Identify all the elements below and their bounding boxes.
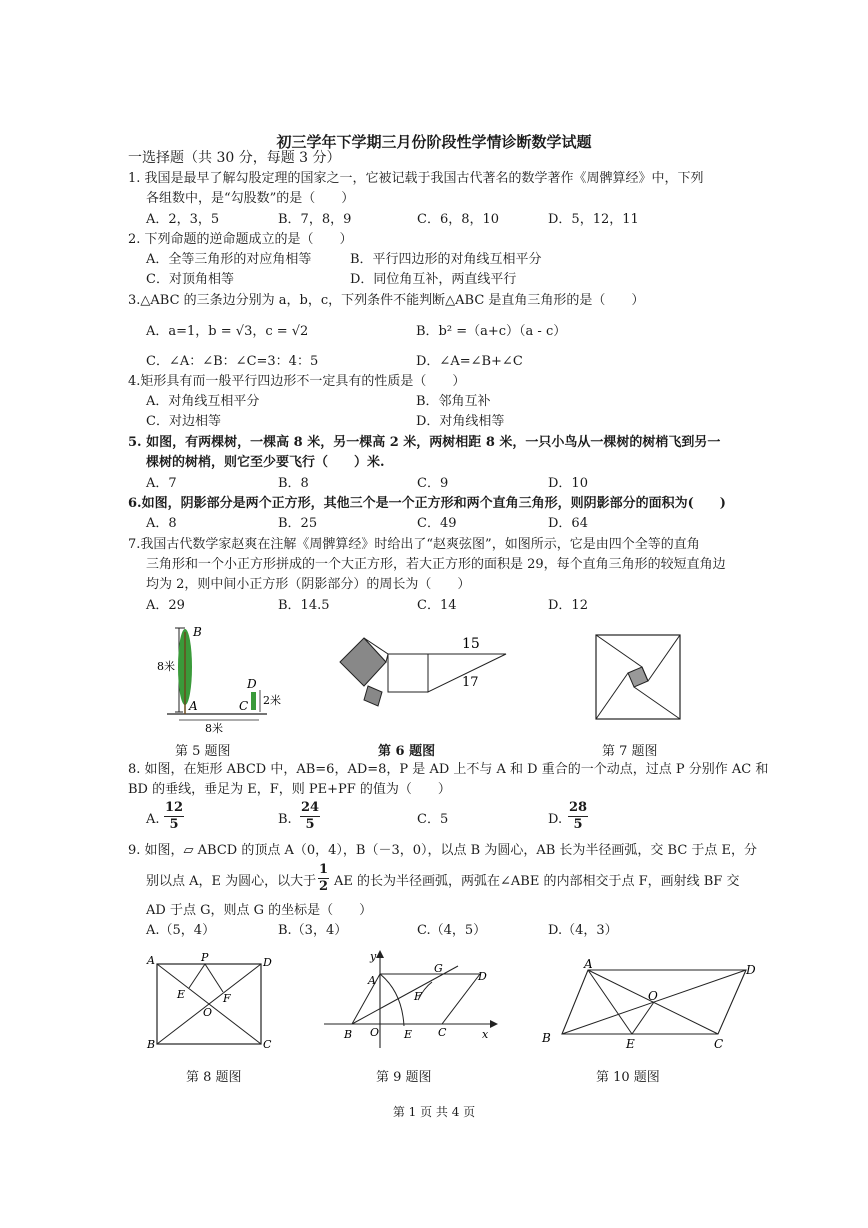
fig8-label-d: D (263, 956, 272, 969)
fig9-label-o: O (370, 1026, 380, 1039)
shaded-square-small (364, 686, 382, 706)
q4-stem: 4.矩形具有而一般平行四边形不一定具有的性质是（ ） (128, 374, 466, 389)
fig9-label-x: x (482, 1028, 489, 1041)
fig5-height-short: 2米 (263, 694, 281, 707)
q5-option-c: C．9 (417, 476, 449, 491)
q1-option-c: C．6，8，10 (417, 212, 500, 227)
fig10-label-a: A (584, 957, 593, 971)
figure-5-caption: 第 5 题图 (175, 744, 231, 759)
figure-9 (320, 948, 500, 1052)
fig10-label-o: O (648, 989, 658, 1003)
fig6-label-15: 15 (462, 636, 480, 652)
q2-stem: 2. 下列命题的逆命题成立的是（ ） (128, 232, 353, 247)
fig9-label-f: F (414, 990, 422, 1003)
fig8-label-c: C (263, 1038, 272, 1051)
figure-7-caption: 第 7 题图 (602, 744, 658, 759)
q1-stem-line1: 1. 我国是最早了解勾股定理的国家之一，它被记载于我国古代著名的数学著作《周髀算经》中，下列 (128, 171, 704, 186)
q8-option-d-fraction: $\frac{28}{5}$ (569, 800, 588, 832)
q5-stem-line2: 棵树的树梢，则它至少要飞行（ ）米. (146, 455, 385, 470)
q8-option-d-label: D. (548, 812, 563, 827)
fig5-distance: 8米 (205, 722, 223, 735)
q7-stem-line1: 7.我国古代数学家赵爽在注解《周髀算经》时给出了“赵爽弦图”，如图所示，它是由四个全等的直角 (128, 537, 700, 552)
q9-option-a: A.（5，4） (146, 923, 216, 938)
fig5-label-d: D (247, 677, 257, 691)
fig9-label-e: E (404, 1028, 413, 1041)
q2-option-c: C．对顶角相等 (146, 272, 234, 287)
q7-option-b: B．14.5 (278, 598, 330, 613)
q7-option-c: C．14 (417, 598, 457, 613)
figure-8-caption: 第 8 题图 (186, 1070, 242, 1085)
q5-stem-line1: 5. 如图，有两棵树，一棵高 8 米，另一棵高 2 米，两树相距 8 米，一只小鸟从一棵树的树梢飞到另一 (128, 435, 721, 450)
fig10-label-b: B (542, 1031, 551, 1045)
q2-option-d: D．同位角互补，两直线平行 (350, 272, 517, 287)
q8-option-a-label: A. (146, 812, 160, 827)
q3-option-a: A．a=1，b = √3，c = √2 (146, 324, 309, 339)
fig5-label-c: C (239, 699, 249, 713)
q9-stem-line2b: AE 的长为半径画弧，两弧在∠ABE 的内部相交于点 F，画射线 BF 交 (334, 874, 740, 889)
fig5-label-b: B (193, 625, 202, 639)
fig10-label-c: C (714, 1037, 724, 1051)
q8-stem-line1: 8. 如图，在矩形 ABCD 中，AB=6，AD=8，P 是 AD 上不与 A 和 D 重合的一个动点，过点 P 分别作 AC 和 (128, 762, 769, 777)
q2-option-b: B．平行四边形的对角线互相平分 (350, 252, 542, 267)
fig6-label-17: 17 (462, 675, 479, 690)
fig10-label-e: E (626, 1037, 635, 1051)
q4-option-b: B．邻角互补 (416, 394, 491, 409)
figure-6 (330, 628, 520, 718)
fig8-label-e: E (177, 988, 186, 1001)
q5-option-d: D．10 (548, 476, 588, 491)
page-title: 初三学年下学期三月份阶段性学情诊断数学试题 (276, 133, 592, 151)
q6-stem: 6.如图，阴影部分是两个正方形，其他三个是一个正方形和两个直角三角形，则阴影部分的面积为( ) (128, 496, 726, 511)
fig8-label-p: P (201, 951, 209, 964)
q8-option-b-label: B. (278, 812, 292, 827)
figure-10-caption: 第 10 题图 (596, 1070, 660, 1085)
q1-option-b: B．7，8，9 (278, 212, 352, 227)
figure-7 (594, 633, 684, 723)
fig8-label-a: A (147, 954, 155, 967)
short-tree (251, 692, 256, 710)
q9-stem-line2a: 别以点 A，E 为圆心，以大于 (146, 874, 317, 889)
q5-option-a: A．7 (146, 476, 177, 491)
q9-option-c: C.（4，5） (417, 923, 487, 938)
section-heading: 一选择题（共 30 分，每题 3 分） (128, 150, 341, 166)
q9-stem-line1: 9. 如图，▱ ABCD 的顶点 A（0，4），B（－3，0），以点 B 为圆心，AB 长为半径画弧，交 BC 于点 E，分 (128, 843, 758, 858)
shaded-square-large (340, 638, 386, 686)
q8-option-c: C．5 (417, 812, 449, 827)
q6-option-d: D．64 (548, 516, 588, 531)
fig8-label-b: B (147, 1038, 156, 1051)
q6-option-b: B．25 (278, 516, 318, 531)
q4-option-d: D．对角线相等 (416, 414, 505, 429)
q4-option-a: A．对角线互相平分 (146, 394, 260, 409)
fig5-height-tall: 8米 (157, 660, 175, 673)
q9-option-b: B.（3，4） (278, 923, 348, 938)
q5-option-b: B．8 (278, 476, 309, 491)
page-footer: 第 1 页 共 4 页 (392, 1105, 476, 1119)
q7-stem-line2: 三角形和一个小正方形拼成的一个大正方形，若大正方形的面积是 29，每个直角三角形的较短直角边 (146, 557, 726, 572)
figure-5 (155, 622, 285, 734)
fig5-label-a: A (189, 699, 198, 713)
q1-option-d: D．5，12，11 (548, 212, 639, 227)
q6-option-c: C．49 (417, 516, 457, 531)
q7-option-d: D．12 (548, 598, 588, 613)
fig9-label-g: G (434, 962, 443, 975)
figure-6-caption: 第 6 题图 (378, 744, 436, 759)
q6-option-a: A．8 (146, 516, 177, 531)
q2-option-a: A．全等三角形的对应角相等 (146, 252, 312, 267)
fig9-label-b: B (344, 1028, 353, 1041)
q3-option-d: D．∠A=∠B+∠C (416, 354, 523, 369)
q1-option-a: A．2，3，5 (146, 212, 220, 227)
fig8-label-o: O (203, 1006, 213, 1019)
q8-option-a-fraction: $\frac{12}{5}$ (165, 800, 184, 832)
q9-stem-line3: AD 于点 G，则点 G 的坐标是（ ） (146, 903, 373, 918)
fig9-label-y: y (370, 950, 377, 963)
fig9-label-a: A (368, 974, 376, 987)
fig8-label-f: F (223, 992, 231, 1005)
q8-option-b-fraction: $\frac{24}{5}$ (301, 800, 320, 832)
q4-option-c: C．对边相等 (146, 414, 221, 429)
figure-10 (540, 957, 760, 1051)
q3-stem: 3.△ABC 的三条边分别为 a，b，c，下列条件不能判断△ABC 是直角三角形的是（ ） (128, 293, 645, 308)
fig10-label-d: D (746, 963, 756, 977)
fig9-label-d: D (478, 970, 487, 983)
q3-option-c: C．∠A：∠B：∠C=3：4：5 (146, 354, 319, 369)
figure-9-caption: 第 9 题图 (376, 1070, 432, 1085)
q8-stem-line2: BD 的垂线，垂足为 E，F，则 PE+PF 的值为（ ） (128, 782, 451, 797)
figure-8 (145, 952, 275, 1052)
q9-half-fraction: $\frac{1}{2}$ (319, 862, 329, 894)
q7-option-a: A．29 (146, 598, 185, 613)
q1-stem-line2: 各组数中，是“勾股数”的是（ ） (146, 191, 355, 206)
q3-option-b: B．b² =（a+c）（a - c） (416, 324, 567, 339)
fig9-label-c: C (438, 1026, 447, 1039)
q9-option-d: D.（4，3） (548, 923, 618, 938)
q7-stem-line3: 均为 2，则中间小正方形（阴影部分）的周长为（ ） (146, 577, 471, 592)
